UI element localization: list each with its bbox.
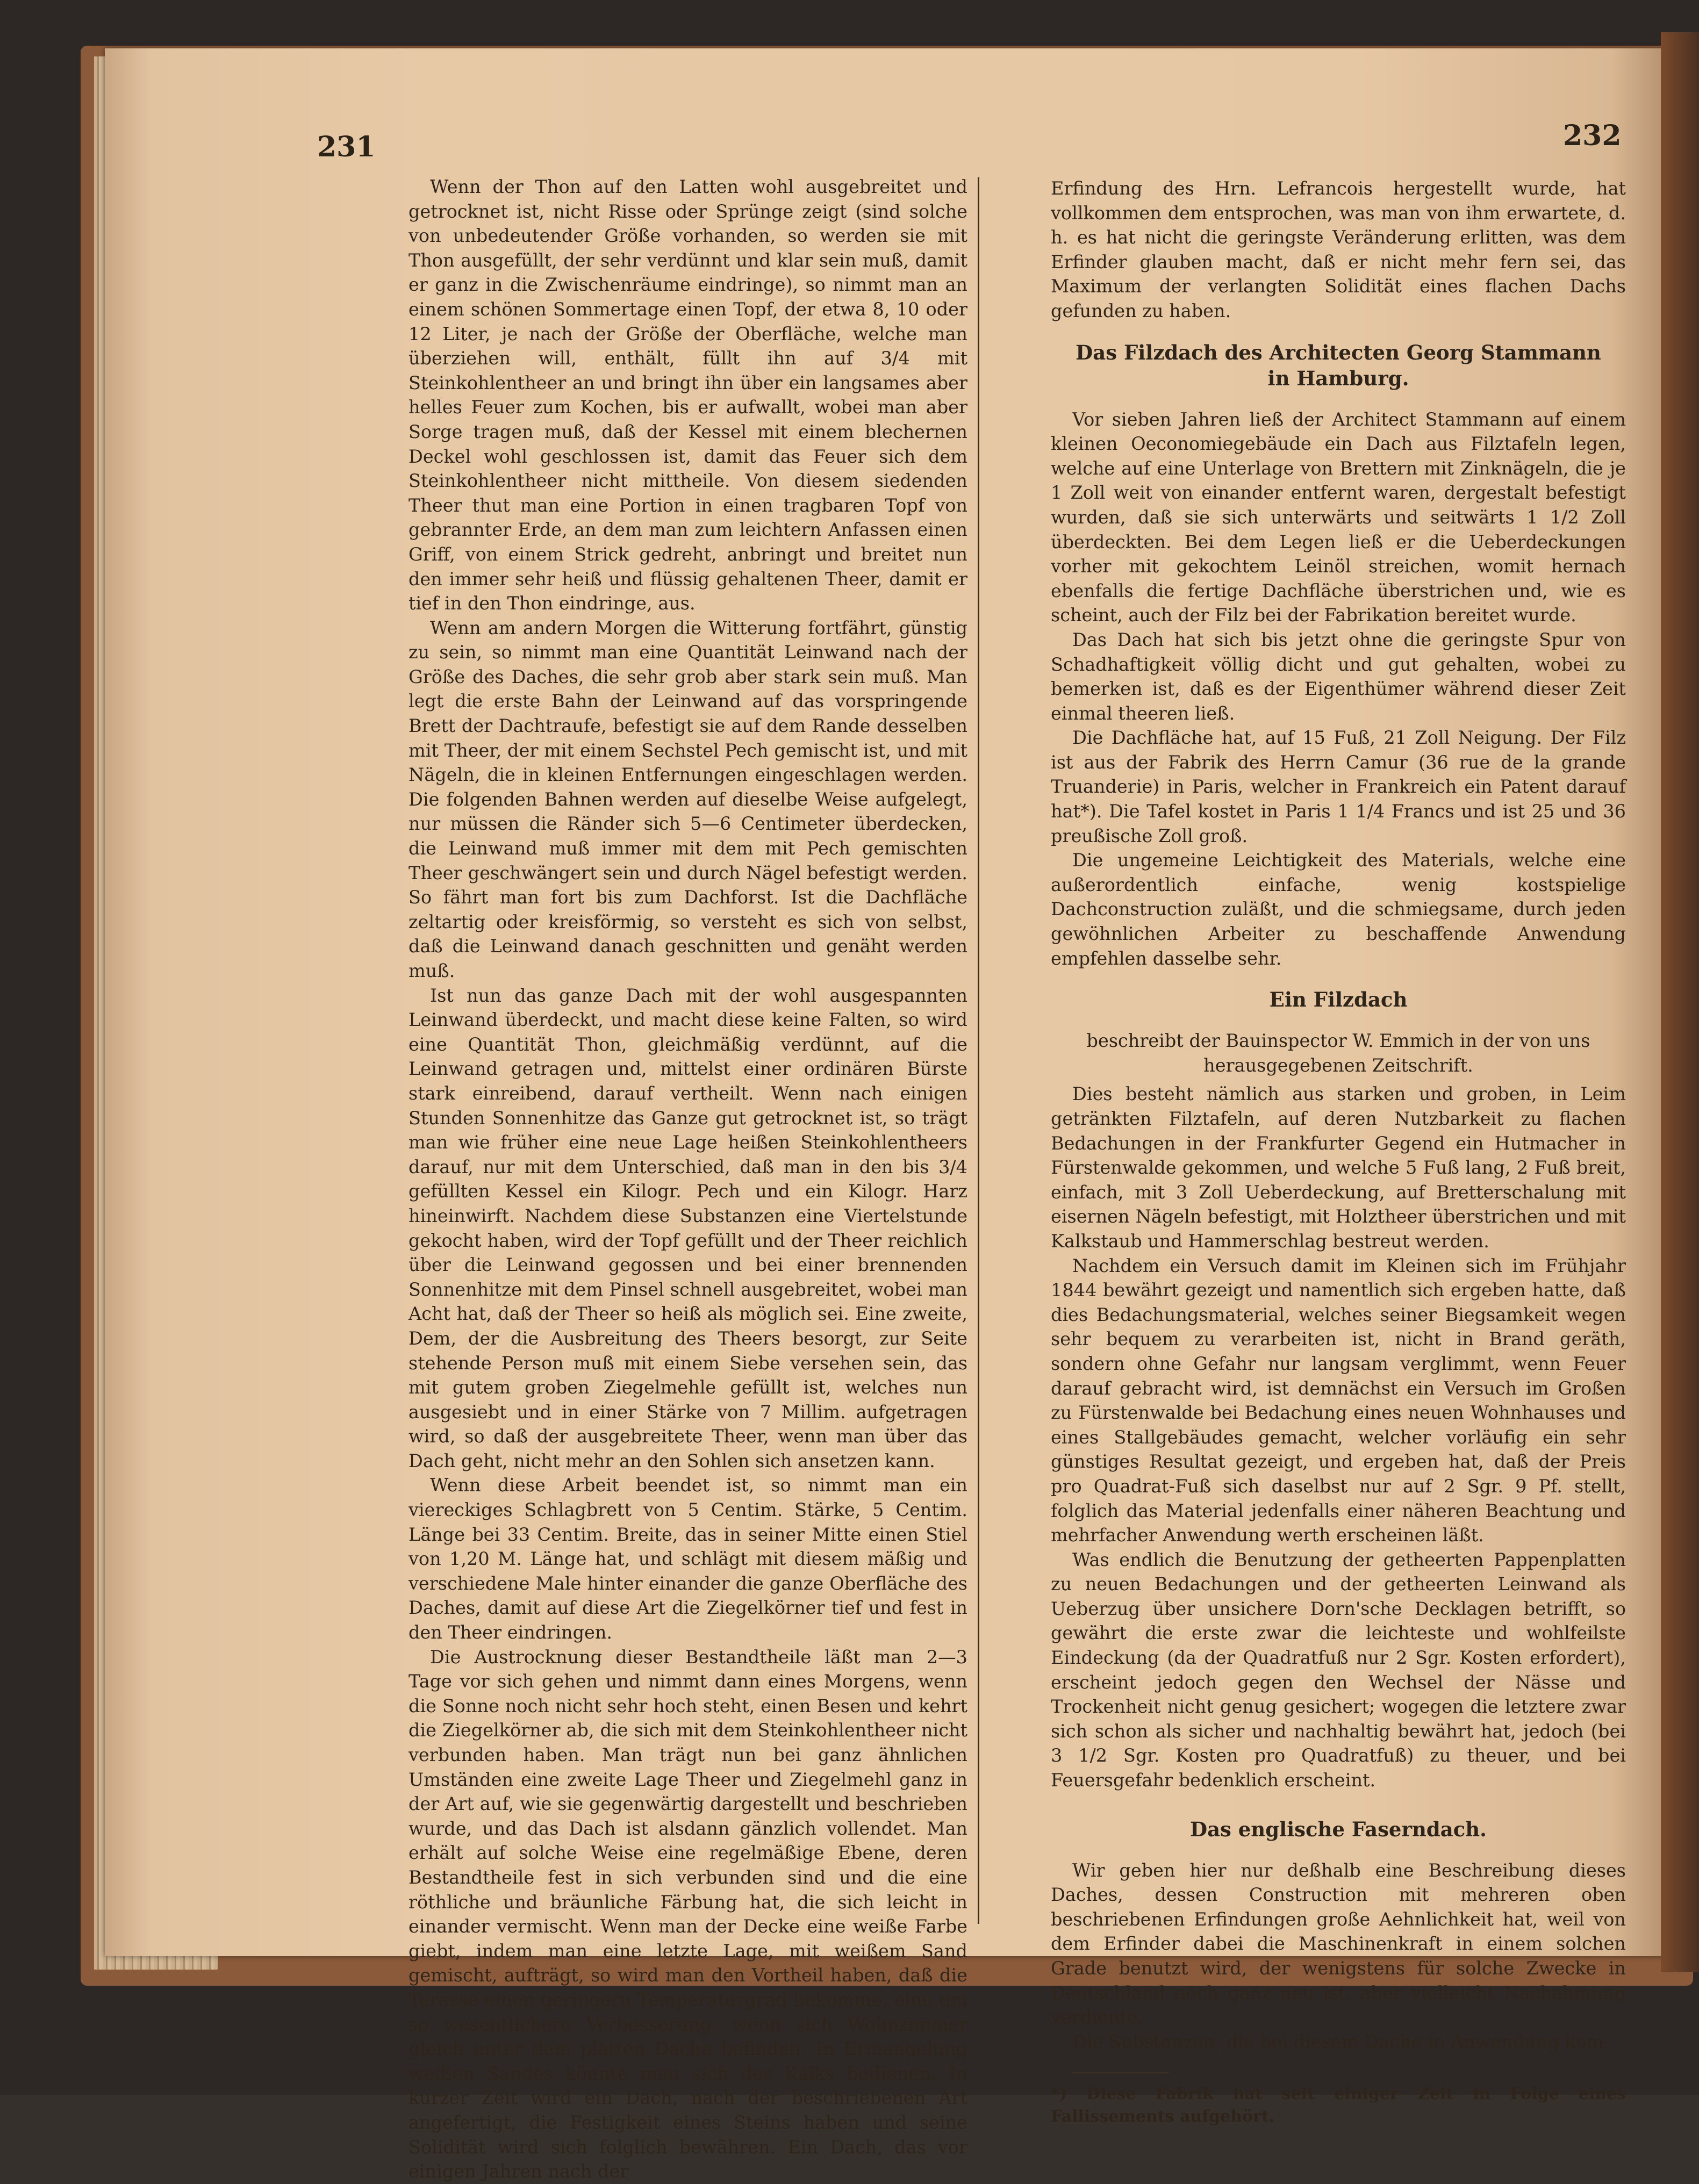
section-heading: Das englische Faserndach. [1189, 1817, 1487, 1841]
left-column [408, 175, 967, 2184]
right-column [1051, 176, 1626, 2128]
paragraph: Erfindung des Hrn. Lefrancois hergestellt wurde, hat vollkommen dem entsprochen, was man von ihm erwartete, d. h. es hat nicht die geringste Veränderung erlitten, was dem Erfinder glauben macht, daß er nicht mehr fern sei, das Maximum der verlangten Solidität eines flachen Dachs gefunden zu haben. [1051, 178, 1626, 321]
paragraph: Die Substanzen, die bei diesem Dache in Anwendung kom- [1072, 2031, 1610, 2052]
paragraph: Vor sieben Jahren ließ der Architect Stammann auf einem kleinen Oeconomiegebäude ein Dach aus Filztafeln legen, welche auf eine Unterlage von Brettern mit Zinknägeln, die je 1 Zoll weit von einander entfernt waren, dergestalt befestigt wurden, daß sie sich unterwärts und seitwärts 1 1/2 Zoll überdeckten. Bei dem Legen ließ er die Ueberdeckungen vorher mit gekochtem Leinöl streichen, womit hernach ebenfalls die fertige Dachfläche überstrichen und, wie es scheint, auch der Filz bei der Fabrikation bereitet wurde. [1051, 408, 1626, 626]
section-heading [1051, 340, 1626, 391]
paragraph: Die Austrocknung dieser Bestandtheile läßt man 2—3 Tage vor sich gehen und nimmt dann eines Morgens, wenn die Sonne noch nicht sehr hoch steht, einen Besen und kehrt die Ziegelkörner ab, die sich mit dem Steinkohlentheer nicht verbunden haben. Man trägt nun bei ganz ähnlichen Umständen eine zweite Lage Theer und Ziegelmehl ganz in der Art auf, wie sie gegenwärtig dargestellt und beschrieben wurde, und das Dach ist alsdann gänzlich vollendet. Man erhält auf solche Weise eine regelmäßige Ebene, deren Bestandtheile fest in sich verbunden sind und die eine röthliche und bräunliche Färbung hat, die sich leicht in einander vermischt. Wenn man der Decke eine weiße Farbe giebt, indem man eine letzte Lage, mit weißem Sand gemischt, aufträgt, so wird man den Vortheil haben, daß die Terasse einen geringern Temperaturgrad bekomme, eine um so wesentlichere Verbesserung, wenn sich Wohnzimmer gleich unter dem platten Dache befinden. In Ermangelung weißen Sandes könnte man sich des Kalks bedienen. In kurzer Zeit wird ein Dach, nach der beschriebenen Art angefertigt, die Festigkeit eines Steins haben und seine Solidität wird sich folglich bewähren. Ein Dach, das vor einigen Jahren nach der [408, 1646, 967, 2182]
column-rule [978, 177, 979, 1924]
footnote-rule [1072, 2072, 1169, 2073]
footnote: *) Diese Fabrik hat seit einiger Zeit in Folge eines Fallissements aufgehört. [1051, 2085, 1626, 2126]
paragraph: Was endlich die Benutzung der getheerten Pappenplatten zu neuen Bedachungen und der getheerten Leinwand als Ueberzug über unsichere Dorn'sche Decklagen betrifft, so gewährt die erste zwar die leichteste und wohlfeilste Eindeckung (da der Quadratfuß nur 2 Sgr. Kosten erfordert), erscheint jedoch gegen den Wechsel der Nässe und Trockenheit nicht genug gesichert; wogegen die letztere zwar sich schon als sicher und nachhaltig bewährt hat, jedoch (bei 3 1/2 Sgr. Kosten pro Quadratfuß) zu theuer, und bei Feuersgefahr bedenklich erscheint. [1051, 1549, 1626, 1791]
paragraph: Nachdem ein Versuch damit im Kleinen sich im Frühjahr 1844 bewährt gezeigt und namentlich sich ergeben hatte, daß dies Bedachungsmaterial, welches seiner Biegsamkeit wegen sehr bequem zu verarbeiten ist, nicht in Brand geräth, sondern ohne Gefahr nur langsam verglimmt, wenn Feuer darauf gebracht wird, ist demnächst ein Versuch im Großen zu Fürstenwalde bei Bedachung eines neuen Wohnhauses und eines Stallgebäudes gemacht, welcher vorläufig ein sehr günstiges Resultat gezeigt, und ergeben hat, daß der Preis pro Quadrat-Fuß sich daselbst nur auf 2 Sgr. 9 Pf. stellt, folglich das Material jedenfalls einer näheren Beachtung und mehrfacher Anwendung werth erscheinen läßt. [1051, 1255, 1626, 1546]
heading-line: Das Filzdach des Architecten Georg Stammann [1076, 340, 1601, 364]
paragraph: Wenn diese Arbeit beendet ist, so nimmt man ein viereckiges Schlagbrett von 5 Centim. Stärke, 5 Centim. Länge bei 33 Centim. Breite, das in seiner Mitte einen Stiel von 1,20 M. Länge hat, und schlägt mit diesem mäßig und verschiedene Male hinter einander die ganze Oberfläche des Daches, damit auf diese Art die Ziegelkörner tief und fest in den Theer eindringen. [408, 1475, 967, 1643]
paragraph: Die ungemeine Leichtigkeit des Materials, welche eine außerordentlich einfache, wenig kostspielige Dachconstruction zuläßt, und die schmiegsame, durch jeden gewöhnlichen Arbeiter zu beschaffende Anwendung empfehlen dasselbe sehr. [1051, 850, 1626, 969]
page-number-left: 231 [317, 131, 376, 163]
paragraph: Wenn am andern Morgen die Witterung fortfährt, günstig zu sein, so nimmt man eine Quantität Leinwand nach der Größe des Daches, die sehr grob aber stark sein muß. Man legt die erste Bahn der Leinwand auf das vorspringende Brett der Dachtraufe, befestigt sie auf dem Rande desselben mit Theer, der mit einem Sechstel Pech gemischt ist, und mit Nägeln, die in kleinen Entfernungen eingeschlagen werden. Die folgenden Bahnen werden auf dieselbe Weise aufgelegt, nur müssen die Ränder sich 5—6 Centimeter überdecken, die Leinwand muß immer mit dem mit Pech gemischten Theer geschwängert sein und durch Nägel befestigt werden. So fährt man fort bis zum Dachforst. Ist die Dachfläche zeltartig oder kreisförmig, so versteht es sich von selbst, daß die Leinwand danach geschnitten und genäht werden muß. [408, 617, 967, 981]
section-subtitle: beschreibt der Bauinspector W. Emmich in der von uns herausgegebenen Zeitschrift. [1086, 1030, 1590, 1076]
heading-line: in Hamburg. [1267, 366, 1409, 390]
paragraph: Wenn der Thon auf den Latten wohl ausgebreitet und getrocknet ist, nicht Risse oder Sprünge zeigt (sind solche von unbedeutender Größe vorhanden, so werden sie mit Thon ausgefüllt, der sehr verdünnt und klar sein muß, damit er ganz in die Zwischenräume eindringe), so nimmt man an einem schönen Sommertage einen Topf, der etwa 8, 10 oder 12 Liter, je nach der Größe der Oberfläche, welche man überziehen will, enthält, füllt ihn auf 3/4 mit Steinkohlentheer an und bringt ihn über ein langsames aber helles Feuer zum Kochen, bis er aufwallt, wobei man aber Sorge tragen muß, daß der Kessel mit einem blechernen Deckel wohl geschlossen ist, damit das Feuer sich dem Steinkohlentheer nicht mittheile. Von diesem siedenden Theer thut man eine Portion in einen tragbaren Topf von gebrannter Erde, an dem man zum leichtern Anfassen einen Griff, von einem Strick gedreht, anbringt und breitet nun den immer sehr heiß und flüssig gehaltenen Theer, damit er tief in den Thon eindringe, aus. [408, 176, 967, 614]
page-number-right: 232 [1563, 119, 1622, 152]
section-heading: Ein Filzdach [1269, 988, 1408, 1012]
paragraph: Wir geben hier nur deßhalb eine Beschreibung dieses Daches, dessen Construction mit mehreren oben beschriebenen Erfindungen große Aehnlichkeit hat, weil von dem Erfinder dabei die Maschinenkraft in einem solchen Grade benutzt wird, der wenigstens für solche Zwecke in Deutschland noch ganz neu ist, aber vielleicht Nachahmung verdiente. [1051, 1859, 1626, 2028]
paragraph: Dies besteht nämlich aus starken und groben, in Leim getränkten Filztafeln, auf deren Nutzbarkeit zu flachen Bedachungen in der Frankfurter Gegend ein Hutmacher in Fürstenwalde gekommen, und welche 5 Fuß lang, 2 Fuß breit, einfach, mit 3 Zoll Ueberdeckung, auf Bretterschalung mit eisernen Nägeln befestigt, mit Holztheer überstrichen und mit Kalkstaub und Hammerschlag bestreut werden. [1051, 1083, 1626, 1252]
paragraph: Die Dachfläche hat, auf 15 Fuß, 21 Zoll Neigung. Der Filz ist aus der Fabrik des Herrn Camur (36 rue de la grande Truanderie) in Paris, welcher in Frankreich ein Patent darauf hat*). Die Tafel kostet in Paris 1 1/4 Francs und ist 25 und 36 preußische Zoll groß. [1051, 727, 1626, 846]
paragraph: Das Dach hat sich bis jetzt ohne die geringste Spur von Schadhaftigkeit völlig dicht und gut gehalten, wobei zu bemerken ist, daß es der Eigenthümer während dieser Zeit einmal theeren ließ. [1051, 629, 1626, 724]
paragraph: Ist nun das ganze Dach mit der wohl ausgespannten Leinwand überdeckt, und macht diese keine Falten, so wird eine Quantität Thon, gleichmäßig verdünnt, auf die Leinwand getragen und, mittelst einer ordinären Bürste stark einreibend, darauf vertheilt. Wenn nach einigen Stunden Sonnenhitze das Ganze gut getrocknet ist, so trägt man wie früher eine neue Lage heißen Steinkohlentheers darauf, nur mit dem Unterschied, daß man in den bis 3/4 gefüllten Kessel ein Kilogr. Pech und ein Kilogr. Harz hineinwirft. Nachdem diese Substanzen eine Viertelstunde gekocht haben, wird der Topf gefüllt und der Theer reichlich über die Leinwand gegossen und bei einer brennenden Sonnenhitze mit dem Pinsel schnell ausgebreitet, wobei man Acht hat, daß der Theer so heiß als möglich sei. Eine zweite, Dem, der die Ausbreitung des Theers besorgt, zur Seite stehende Person muß mit einem Siebe versehen sein, das mit gutem groben Ziegelmehle gefüllt ist, welches nun ausgesiebt und in einer Stärke von 7 Millim. aufgetragen wird, so daß der ausgebreitete Theer, wenn man über das Dach geht, nicht mehr an den Sohlen sich ansetzen kann. [408, 985, 967, 1471]
book-right-edge [1661, 32, 1699, 1972]
